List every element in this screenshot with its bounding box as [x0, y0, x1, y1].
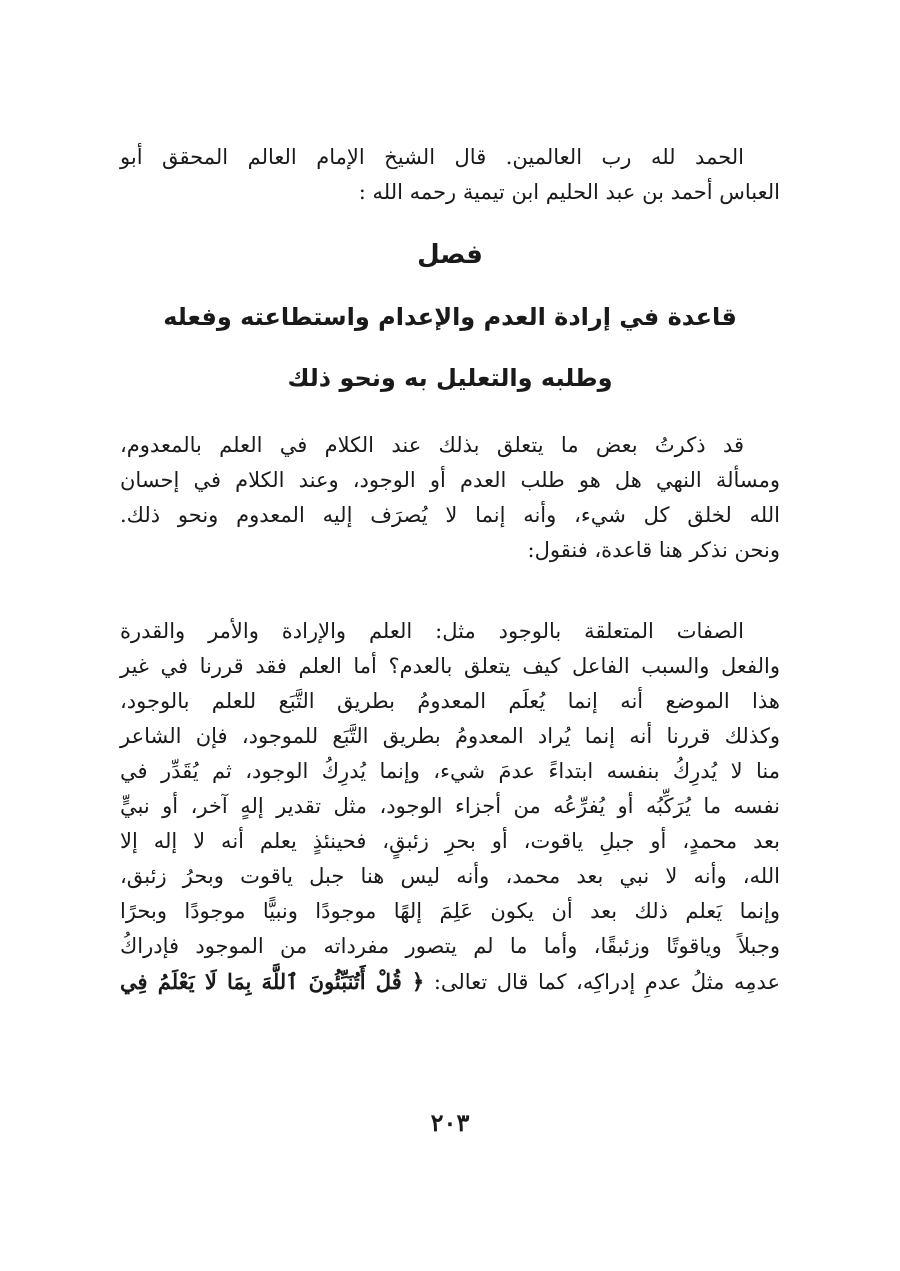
- intro-line-2: العباس أحمد بن عبد الحليم ابن تيمية رحمه الله :: [358, 180, 780, 204]
- paragraph-1-line-3: الله لخلق كل شيء، وأنه إنما لا يُصرَف إليه المعدوم ونحو ذلك.: [120, 503, 780, 527]
- paragraph-2-line-6: نفسه ما يُرَكِّبُه أو يُفرِّعُه من أجزاء الوجود، مثل تقدير إلهٍ آخر، أو نبيٍّ: [120, 794, 780, 818]
- paragraph-2-line-3: هذا الموضع أنه إنما يُعلَم المعدومُ بطريق التَّبَع للعلم بالوجود،: [120, 689, 780, 713]
- paragraph-2: [120, 614, 780, 1000]
- paragraph-2-line-2: والفعل والسبب الفاعل كيف يتعلق بالعدم؟ أما العلم فقد قررنا في غير: [120, 654, 780, 678]
- page-number: ٢٠٣: [430, 1108, 470, 1137]
- paragraph-2-line-11: [120, 964, 780, 1000]
- intro-line-1: الحمد لله رب العالمين. قال الشيخ الإمام العالم المحقق أبو: [120, 145, 744, 169]
- paragraph-2-line-10: وجبلاً وياقوتًا وزئبقًا، وأما ما لم يتصور مفرداته من الموجود فإدراكُ: [120, 934, 780, 958]
- paragraph-1-line-1: قد ذكرتُ بعض ما يتعلق بذلك عند الكلام في العلم بالمعدوم،: [120, 433, 744, 457]
- paragraph-2-line-8: الله، وأنه لا نبي بعد محمد، وأنه ليس هنا جبل ياقوت وبحرُ زئبق،: [120, 864, 780, 888]
- paragraph-1-line-2: ومسألة النهي هل هو طلب العدم أو الوجود، وعند الكلام في إحسان: [120, 468, 780, 492]
- paragraph-2-line-7: بعد محمدٍ، أو جبلِ ياقوت، أو بحرِ زئبقٍ، فحينئذٍ يعلم أنه لا إله إلا: [120, 829, 780, 853]
- quran-verse-fragment: ﴿ قُلْ أَتُنَبِّئُونَ ٱللَّهَ بِمَا لَا يَعْلَمُ فِي: [120, 969, 425, 994]
- chapter-title-line-2: وطلبه والتعليل به ونحو ذلك: [287, 364, 613, 392]
- section-label: فصل: [417, 240, 483, 270]
- paragraph-2-line-11-text: عدمِه مثلُ عدمِ إدراكِه، كما قال تعالى:: [433, 970, 781, 994]
- chapter-title-line-1: قاعدة في إرادة العدم والإعدام واستطاعته وفعله: [163, 303, 737, 331]
- paragraph-2-line-4: وكذلك قررنا أنه إنما يُراد المعدومُ بطريق التَّبَع للموجود، فإن الشاعر: [120, 724, 780, 748]
- paragraph-2-line-5: منا لا يُدرِكُ بنفسه ابتداءً عدمَ شيء، وإنما يُدرِكُ الوجود، ثم يُقَدِّر في: [120, 759, 780, 783]
- intro-paragraph: [120, 140, 780, 210]
- paragraph-1: [120, 428, 780, 568]
- paragraph-2-line-9: وإنما يَعلم ذلك بعد أن يكون عَلِمَ إلهًا موجودًا ونبيًّا موجودًا وبحرًا: [120, 899, 780, 923]
- paragraph-1-line-4: ونحن نذكر هنا قاعدة، فنقول:: [527, 538, 780, 562]
- paragraph-2-line-1: الصفات المتعلقة بالوجود مثل: العلم والإرادة والأمر والقدرة: [120, 619, 744, 643]
